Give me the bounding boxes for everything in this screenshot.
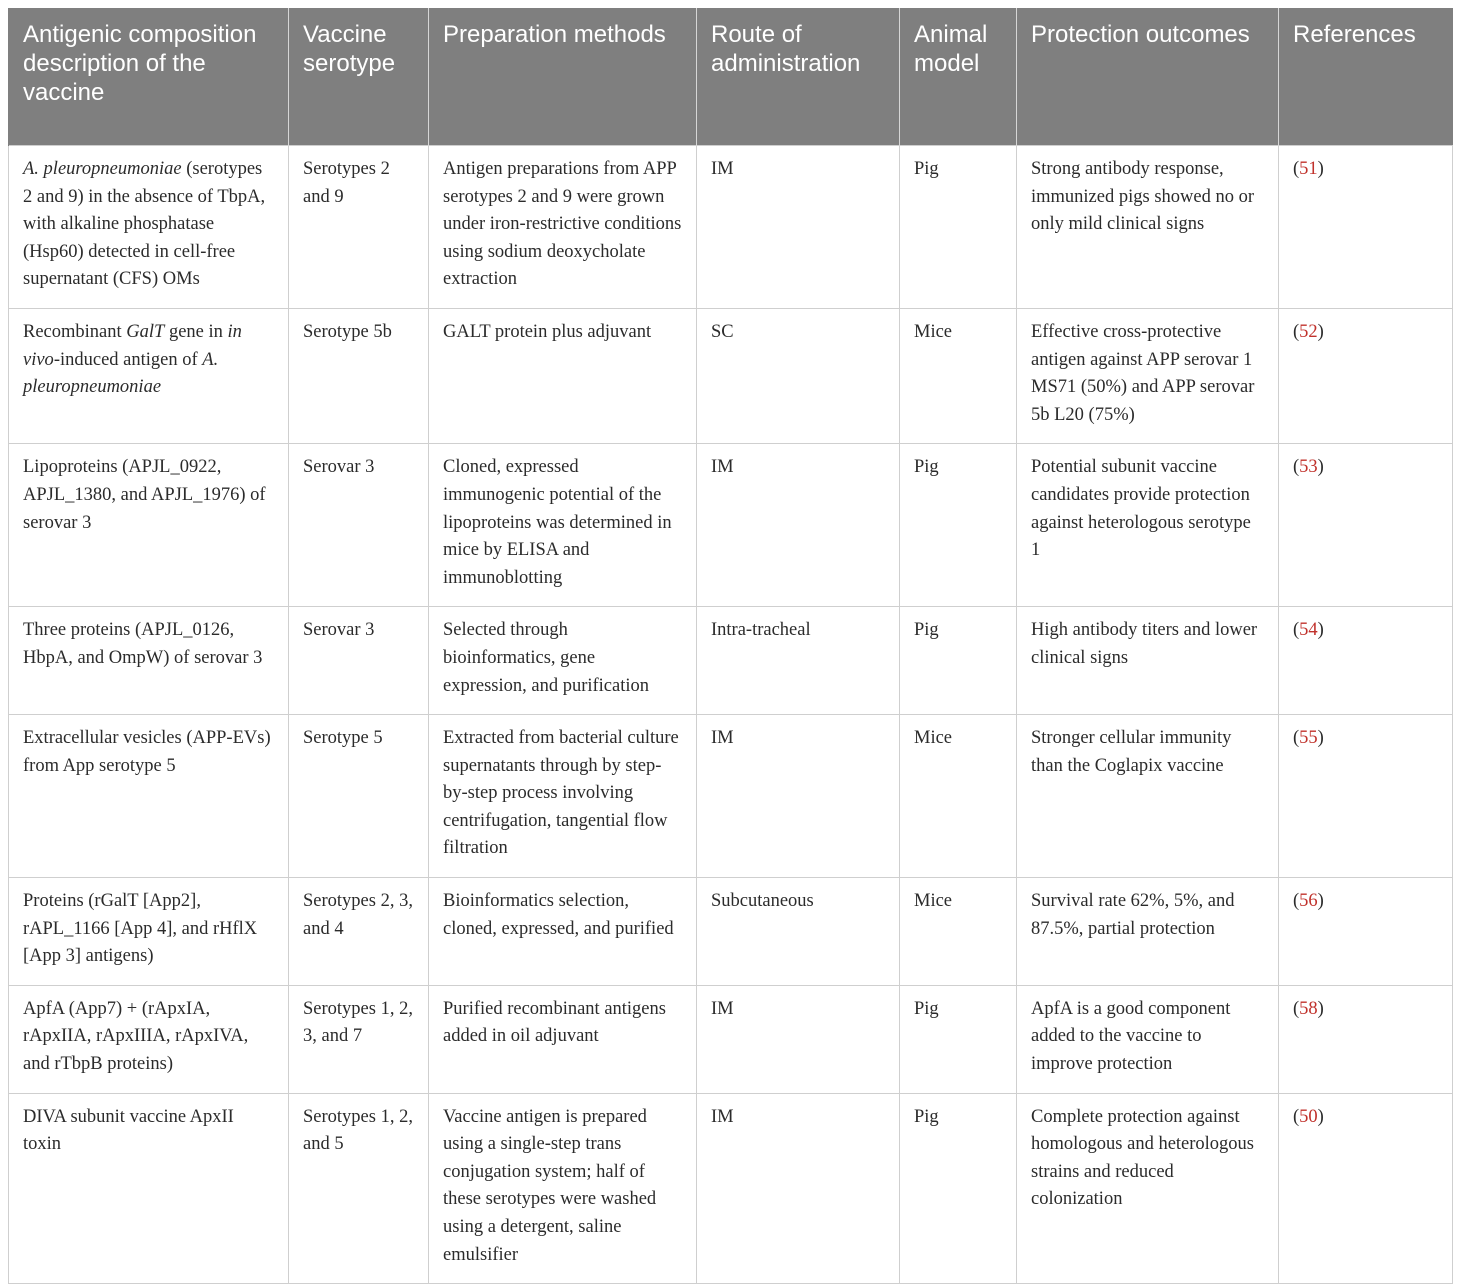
cell-reference: [1279, 715, 1453, 878]
table-row: [9, 985, 1453, 1093]
cell-animal: Pig: [900, 146, 1017, 309]
cell-reference: [1279, 308, 1453, 443]
table-row: [9, 607, 1453, 715]
cell-route: IM: [697, 1093, 900, 1284]
reference-paren-close: ): [1317, 728, 1324, 749]
cell-serotype: Serotypes 2 and 9: [289, 146, 429, 309]
cell-reference: [1279, 985, 1453, 1093]
reference-link[interactable]: 55: [1299, 728, 1318, 749]
reference-paren-open: (: [1293, 321, 1300, 342]
reference-paren-close: ): [1317, 321, 1324, 342]
cell-route: IM: [697, 146, 900, 309]
cell-composition: [9, 146, 289, 309]
cell-serotype: Serotype 5: [289, 715, 429, 878]
cell-route: IM: [697, 715, 900, 878]
cell-animal: Pig: [900, 444, 1017, 607]
cell-composition: [9, 444, 289, 607]
reference-paren-open: (: [1293, 620, 1300, 641]
reference-paren-close: ): [1317, 620, 1324, 641]
table-row: [9, 878, 1453, 986]
cell-route: Subcutaneous: [697, 878, 900, 986]
table-row: [9, 1093, 1453, 1284]
table-row: [9, 308, 1453, 443]
cell-animal: Pig: [900, 985, 1017, 1093]
cell-route: Intra-tracheal: [697, 607, 900, 715]
cell-animal: Mice: [900, 715, 1017, 878]
cell-reference: [1279, 146, 1453, 309]
cell-animal: Pig: [900, 1093, 1017, 1284]
composition-text: A. pleuropneumoniae: [23, 349, 219, 398]
reference-paren-open: (: [1293, 891, 1300, 912]
table-row: [9, 146, 1453, 309]
header-composition: Antigenic composition description of the vaccine: [9, 8, 289, 146]
cell-route: IM: [697, 444, 900, 607]
cell-outcome: Stronger cellular immunity than the Coglapix vaccine: [1017, 715, 1279, 878]
reference-paren-open: (: [1293, 728, 1300, 749]
cell-outcome: ApfA is a good component added to the vaccine to improve protection: [1017, 985, 1279, 1093]
vaccine-table: [8, 8, 1453, 1284]
reference-link[interactable]: 52: [1299, 321, 1318, 342]
reference-paren-close: ): [1317, 457, 1324, 478]
cell-composition: [9, 715, 289, 878]
table-row: [9, 444, 1453, 607]
cell-composition: [9, 308, 289, 443]
cell-serotype: Serotypes 1, 2, 3, and 7: [289, 985, 429, 1093]
reference-paren-open: (: [1293, 457, 1300, 478]
cell-composition: [9, 1093, 289, 1284]
cell-preparation: Vaccine antigen is prepared using a single-step trans conjugation system; half of these serotypes were washed using a detergent, saline emulsifier: [429, 1093, 697, 1284]
cell-outcome: Effective cross-protective antigen against APP serovar 1 MS71 (50%) and APP serovar 5b L20 (75%): [1017, 308, 1279, 443]
cell-reference: [1279, 1093, 1453, 1284]
cell-preparation: Antigen preparations from APP serotypes 2 and 9 were grown under iron-restrictive conditions using sodium deoxycholate extraction: [429, 146, 697, 309]
reference-link[interactable]: 56: [1299, 891, 1318, 912]
cell-animal: Pig: [900, 607, 1017, 715]
composition-text: ApfA (App7) + (rApxIA, rApxIIA, rApxIIIA, rApxIVA, and rTbpB proteins): [23, 998, 249, 1075]
cell-animal: Mice: [900, 308, 1017, 443]
composition-text: Recombinant: [23, 321, 127, 342]
composition-text: (serotypes 2 and 9) in the absence of TbpA, with alkaline phosphatase (Hsp60) detected in cell-free supernatant (CFS) OMs: [23, 159, 266, 290]
cell-serotype: Serovar 3: [289, 444, 429, 607]
header-route: Route of administration: [697, 8, 900, 146]
cell-preparation: GALT protein plus adjuvant: [429, 308, 697, 443]
cell-preparation: Bioinformatics selection, cloned, expressed, and purified: [429, 878, 697, 986]
reference-link[interactable]: 58: [1299, 998, 1318, 1019]
header-serotype: Vaccine serotype: [289, 8, 429, 146]
reference-paren-close: ): [1317, 1106, 1324, 1127]
composition-text: A. pleuropneumoniae: [23, 159, 182, 179]
cell-preparation: Purified recombinant antigens added in oil adjuvant: [429, 985, 697, 1093]
cell-composition: [9, 878, 289, 986]
header-references: References: [1279, 8, 1453, 146]
header-animal: Animal model: [900, 8, 1017, 146]
cell-serotype: Serotypes 1, 2, and 5: [289, 1093, 429, 1284]
cell-reference: [1279, 444, 1453, 607]
header-outcome: Protection outcomes: [1017, 8, 1279, 146]
composition-text: DIVA subunit vaccine ApxII toxin: [23, 1106, 234, 1155]
cell-serotype: Serovar 3: [289, 607, 429, 715]
cell-route: SC: [697, 308, 900, 443]
cell-composition: [9, 985, 289, 1093]
composition-text: in vivo: [23, 321, 242, 370]
reference-paren-open: (: [1293, 1106, 1300, 1127]
composition-text: Lipoproteins (APJL_0922, APJL_1380, and APJL_1976) of serovar 3: [23, 457, 266, 533]
cell-animal: Mice: [900, 878, 1017, 986]
reference-link[interactable]: 50: [1299, 1106, 1318, 1127]
reference-link[interactable]: 53: [1299, 457, 1318, 478]
cell-outcome: Strong antibody response, immunized pigs showed no or only mild clinical signs: [1017, 146, 1279, 309]
cell-composition: [9, 607, 289, 715]
cell-outcome: Potential subunit vaccine candidates provide protection against heterologous serotype 1: [1017, 444, 1279, 607]
cell-preparation: Extracted from bacterial culture supernatants through by step-by-step process involving centrifugation, tangential flow filtration: [429, 715, 697, 878]
reference-paren-open: (: [1293, 159, 1300, 179]
reference-paren-close: ): [1317, 891, 1324, 912]
composition-text: GalT: [126, 321, 165, 342]
header-preparation: Preparation methods: [429, 8, 697, 146]
reference-link[interactable]: 51: [1299, 159, 1318, 179]
table-container: [8, 8, 1452, 1284]
cell-serotype: Serotype 5b: [289, 308, 429, 443]
table-row: [9, 715, 1453, 878]
header-row: [9, 8, 1453, 146]
cell-preparation: Selected through bioinformatics, gene expression, and purification: [429, 607, 697, 715]
reference-paren-open: (: [1293, 998, 1300, 1019]
composition-text: gene in: [164, 321, 228, 342]
composition-text: Three proteins (APJL_0126, HbpA, and OmpW) of serovar 3: [23, 620, 263, 668]
composition-text: Proteins (rGalT [App2], rAPL_1166 [App 4], and rHflX [App 3] antigens): [23, 891, 258, 967]
cell-preparation: Cloned, expressed immunogenic potential of the lipoproteins was determined in mice by ELISA and immunoblotting: [429, 444, 697, 607]
reference-paren-close: ): [1317, 159, 1324, 179]
cell-outcome: Complete protection against homologous and heterologous strains and reduced colonization: [1017, 1093, 1279, 1284]
cell-serotype: Serotypes 2, 3, and 4: [289, 878, 429, 986]
cell-reference: [1279, 607, 1453, 715]
composition-text: Extracellular vesicles (APP-EVs) from App serotype 5: [23, 728, 271, 776]
composition-text: -induced antigen of: [53, 349, 203, 370]
cell-outcome: High antibody titers and lower clinical signs: [1017, 607, 1279, 715]
cell-route: IM: [697, 985, 900, 1093]
reference-link[interactable]: 54: [1299, 620, 1318, 641]
reference-paren-close: ): [1317, 998, 1324, 1019]
table-body: [9, 146, 1453, 1284]
cell-outcome: Survival rate 62%, 5%, and 87.5%, partial protection: [1017, 878, 1279, 986]
cell-reference: [1279, 878, 1453, 986]
